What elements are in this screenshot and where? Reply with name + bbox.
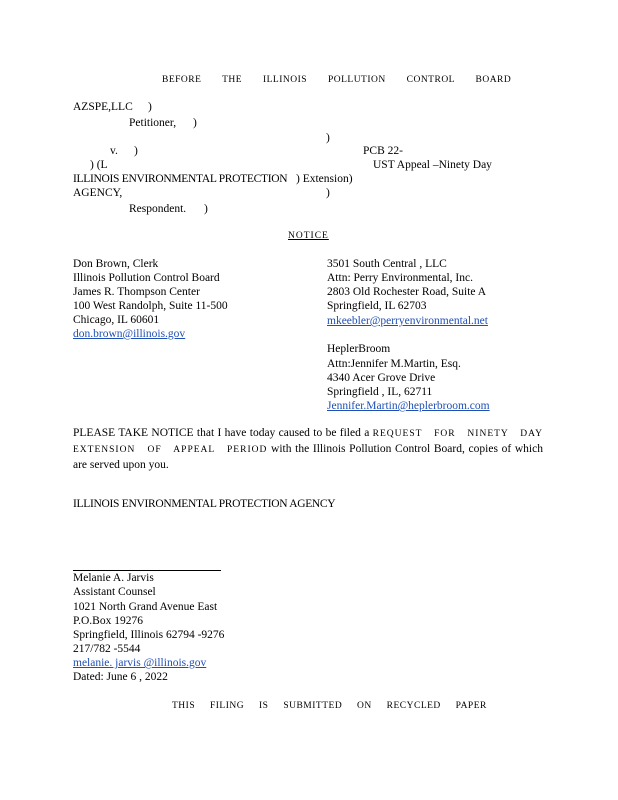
address-line: Springfield , IL, 62711 <box>327 386 433 398</box>
caption-paren: ) <box>326 187 330 199</box>
agency-name: ILLINOIS ENVIRONMENTAL PROTECTION AGENCY <box>73 498 336 510</box>
notice-heading: NOTICE <box>288 231 329 241</box>
address-line: 4340 Acer Grove Drive <box>327 372 436 384</box>
versus-label: v. <box>110 145 118 157</box>
caption-paren: ) <box>134 145 138 157</box>
address-line: Chicago, IL 60601 <box>73 314 160 326</box>
notice-text: PLEASE TAKE NOTICE that I have today caused to be filed a <box>73 427 370 439</box>
date-line: Dated: June 6 , 2022 <box>73 671 168 683</box>
caption-paren-l: ) (L <box>90 159 108 171</box>
caption-paren: ) <box>326 132 330 144</box>
respondent-name: ILLINOIS ENVIRONMENTAL PROTECTION <box>73 173 288 185</box>
caption-paren: ) <box>204 203 208 215</box>
address-line: Attn: Perry Environmental, Inc. <box>327 272 473 284</box>
address-line: 100 West Randolph, Suite 11-500 <box>73 300 228 312</box>
perry-email-link[interactable]: mkeebler@perryenvironmental.net <box>327 315 488 327</box>
heplerbroom-email-link[interactable]: Jennifer.Martin@heplerbroom.com <box>327 400 490 412</box>
signer-title: Assistant Counsel <box>73 586 156 598</box>
signer-name: Melanie A. Jarvis <box>73 572 154 584</box>
extension-label: ) Extension) <box>296 173 353 185</box>
petitioner-name: AZSPE,LLC <box>73 101 133 113</box>
address-line: Don Brown, Clerk <box>73 258 159 270</box>
address-line: P.O.Box 19276 <box>73 615 143 627</box>
address-line: Illinois Pollution Control Board <box>73 272 220 284</box>
request-title: REQUEST FOR NINETY DAY EXTENSION OF APPEAL PERIOD <box>73 429 543 455</box>
agency-label: AGENCY, <box>73 187 123 199</box>
caption-paren: ) <box>148 101 152 113</box>
address-line: 3501 South Central , LLC <box>327 258 447 270</box>
notice-text: with the Illinois Pollution Control Board, copies of which are served upon you. <box>73 443 543 471</box>
phone-number: 217/782 -5544 <box>73 643 141 655</box>
document-title: BEFORE THE ILLINOIS POLLUTION CONTROL BOARD <box>162 75 512 85</box>
respondent-label: Respondent. <box>129 203 187 215</box>
petitioner-label: Petitioner, <box>129 117 177 129</box>
address-line: James R. Thompson Center <box>73 286 200 298</box>
address-line: Springfield, IL 62703 <box>327 300 427 312</box>
address-line: Attn:Jennifer M.Martin, Esq. <box>327 358 461 370</box>
case-type: UST Appeal –Ninety Day <box>373 159 492 171</box>
clerk-email-link[interactable]: don.brown@illinois.gov <box>73 328 186 340</box>
caption-paren: ) <box>193 117 197 129</box>
address-line: HeplerBroom <box>327 343 391 355</box>
recycled-paper-note: THIS FILING IS SUBMITTED ON RECYCLED PAPER <box>172 701 487 711</box>
address-line: 1021 North Grand Avenue East <box>73 601 218 613</box>
case-number: PCB 22- <box>363 145 403 157</box>
address-line: Springfield, Illinois 62794 -9276 <box>73 629 225 641</box>
signer-email-link[interactable]: melanie. jarvis @illinois.gov <box>73 657 207 669</box>
notice-paragraph <box>73 426 543 473</box>
address-line: 2803 Old Rochester Road, Suite A <box>327 286 487 298</box>
